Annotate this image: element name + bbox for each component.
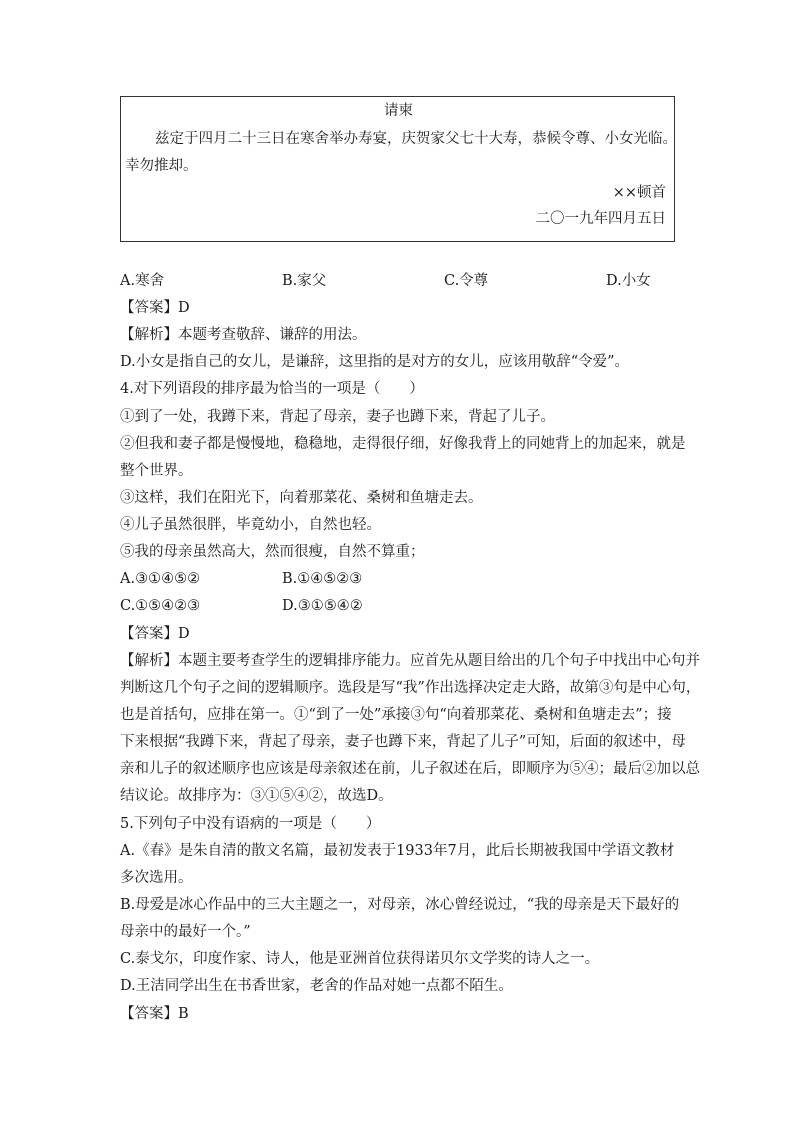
q3-analysis-2: D.小女是指自己的女儿，是谦辞，这里指的是对方的女儿，应该用敬辞“令爱”。	[120, 354, 630, 370]
q4-sentence-4: ④儿子虽然很胖，毕竟幼小，自然也轻。	[120, 517, 381, 533]
q5-option-b-line1: B.母爱是冰心作品中的三大主题之一，对母亲，冰心曾经说过，“我的母亲是天下最好的	[120, 897, 680, 913]
q3-analysis-1: 【解析】本题考查敬辞、谦辞的用法。	[120, 327, 367, 343]
q4-sentence-5: ⑤我的母亲虽然高大，然而很瘦，自然不算重；	[120, 544, 425, 560]
q5-answer: 【答案】B	[120, 1006, 189, 1022]
q4-sentence-3: ③这样，我们在阳光下，向着那菜花、桑树和鱼塘走去。	[120, 490, 483, 506]
q5-option-a-line1: A.《春》是朱自清的散文名篇，最初发表于1933年7月，此后长期被我国中学语文教材	[120, 843, 675, 859]
q4-analysis-line: 亲和儿子的叙述顺序也应该是母亲叙述在前，儿子叙述在后，即顺序为⑤④；最后②加以总	[120, 761, 700, 777]
q5-stem: 5.下列句子中没有语病的一项是（ ）	[120, 816, 381, 832]
q4-sentence-2a: ②但我和妻子都是慢慢地，稳稳地，走得很仔细，好像我背上的同她背上的加起来，就是	[120, 436, 686, 452]
q3-answer: 【答案】D	[120, 300, 190, 316]
q4-option-d: D.③①⑤④②	[282, 598, 363, 614]
q3-option-b: B.家父	[282, 273, 327, 289]
q5-option-a-line2: 多次选用。	[120, 870, 193, 886]
q4-analysis-line: 判断这几个句子之间的逻辑顺序。选段是写“我”作出选择决定走大路，故第③句是中心句，	[120, 680, 701, 696]
q4-answer: 【答案】D	[120, 626, 190, 642]
q4-option-a: A.③①④⑤②	[120, 571, 201, 587]
q4-analysis-line: 结议论。故排序为：③①⑤④②，故选D。	[120, 788, 393, 804]
invitation-title: 请柬	[384, 103, 413, 119]
q5-option-d: D.王洁同学出生在书香世家，老舍的作品对她一点都不陌生。	[120, 978, 513, 994]
q3-option-d: D.小女	[606, 273, 651, 289]
q4-option-c: C.①⑤④②③	[120, 598, 201, 614]
invitation-date: 二〇一九年四月五日	[535, 211, 666, 227]
q5-option-c: C.泰戈尔，印度作家、诗人，他是亚洲首位获得诺贝尔文学奖的诗人之一。	[120, 951, 600, 967]
q5-option-b-line2: 母亲中的最好一个。”	[120, 924, 251, 940]
q3-option-a: A.寒舍	[120, 273, 165, 289]
q4-sentence-2b: 整个世界。	[120, 463, 193, 479]
q3-option-c: C.令尊	[444, 273, 489, 289]
q4-analysis-line: 【解析】本题主要考查学生的逻辑排序能力。应首先从题目给出的几个句子中找出中心句并	[120, 653, 700, 669]
invitation-body-line2: 幸勿推却。	[125, 158, 198, 174]
invitation-box	[120, 96, 675, 242]
q4-stem: 4.对下列语段的排序最为恰当的一项是（ ）	[120, 381, 424, 397]
invitation-signature: ××顿首	[612, 185, 666, 201]
q4-analysis-line: 也是首括句，应排在第一。①“到了一处”承接③句“向着那菜花、桑树和鱼塘走去”；接	[120, 707, 672, 723]
q4-option-b: B.①④⑤②③	[282, 571, 363, 587]
invitation-body-line1: 兹定于四月二十三日在寒舍举办寿宴，庆贺家父七十大寿，恭候令尊、小女光临。	[155, 131, 677, 147]
q4-sentence-1: ①到了一处，我蹲下来，背起了母亲，妻子也蹲下来，背起了儿子。	[120, 409, 555, 425]
q4-analysis-line: 下来根据“我蹲下来，背起了母亲，妻子也蹲下来，背起了儿子”可知，后面的叙述中，母	[120, 734, 686, 750]
